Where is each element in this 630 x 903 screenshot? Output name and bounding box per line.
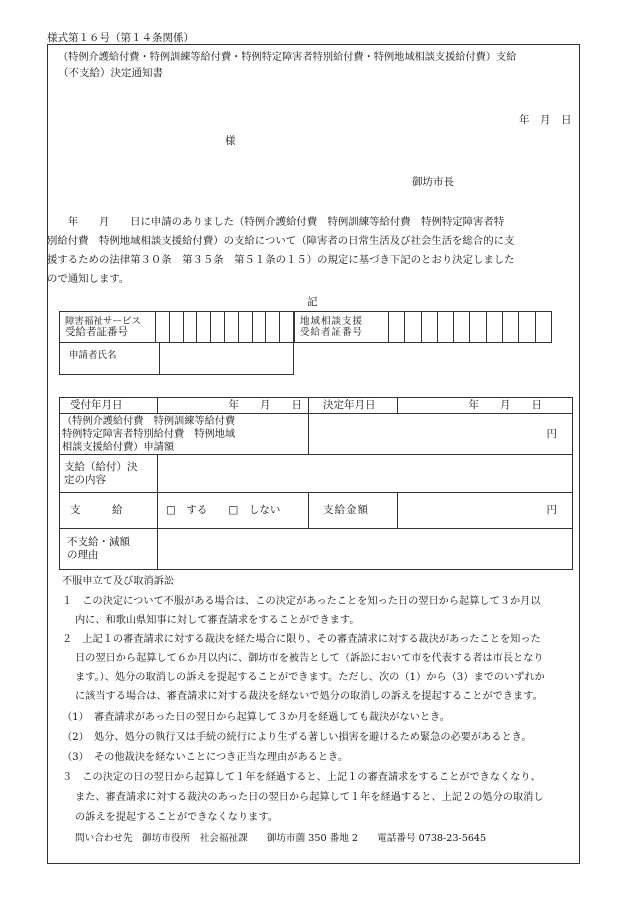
digit-box[interactable] <box>405 312 421 343</box>
digit-box[interactable] <box>266 312 280 343</box>
notice-line: に該当する場合は、審査請求に対する裁決を経ないで処分の取消しの訴えを提起することができます。 <box>75 691 543 702</box>
service-cert-label <box>60 312 156 343</box>
notice-line: １ この決定について不服がある場合は、この決定があったことを知った日の翌日から起算して３か月以 <box>62 596 541 607</box>
applicant-name-label: 申請者氏名 <box>60 343 160 375</box>
receipt-date-value[interactable]: 年 月 日 <box>158 398 309 414</box>
body-line: ので通知します。 <box>47 273 130 285</box>
digit-box[interactable] <box>169 312 183 343</box>
claim-label <box>60 414 309 455</box>
service-cert-table <box>59 311 294 343</box>
decision-date-value[interactable]: 年 月 日 <box>398 398 573 414</box>
reason-label-2: の理由 <box>67 549 99 561</box>
title-line-2: （不支給）決定通知書 <box>58 67 163 79</box>
digit-box[interactable] <box>454 312 470 343</box>
claim-label-2: 特例特定障害者特別給付費 特例地域 <box>62 428 236 440</box>
digit-box[interactable] <box>486 312 502 343</box>
reason-label <box>60 529 158 570</box>
claim-label-1: （特例介護給付費 特例訓練等給付費 <box>62 415 236 427</box>
amount-label: 支給金額 <box>309 493 398 529</box>
digit-box[interactable] <box>156 312 170 343</box>
digit-box[interactable] <box>252 312 266 343</box>
content-field[interactable] <box>158 455 573 493</box>
regional-cert-label <box>295 312 389 343</box>
body-line: 年 月 日に申請のありました（特例介護給付費 特例訓練等給付費 特例特定障害者特 <box>47 216 505 228</box>
regional-cert-label-2: 受給者証番号 <box>300 327 364 338</box>
receipt-date-label: 受付年月日 <box>60 398 158 414</box>
digit-box[interactable] <box>503 312 519 343</box>
notice-line: ３ この決定の日の翌日から起算して１年を経過すると、上記１の審査請求をすることができなくなり、 <box>62 772 541 783</box>
yen-unit: 円 <box>546 427 557 440</box>
claim-amount[interactable] <box>309 414 573 455</box>
digit-box[interactable] <box>183 312 197 343</box>
notice-line: また、審査請求に対する裁決のあった日の翌日から起算して１年を経過すると、上記２の処分の取消し <box>75 792 544 803</box>
content-label-2: 定の内容 <box>64 473 106 486</box>
notice-line: 日の翌日から起算して６か月以内に、御坊市を被告として（訴訟において市を代表する者は市長となり <box>75 653 544 664</box>
reason-label-1: 不支給・減額 <box>67 536 130 548</box>
reason-field[interactable] <box>158 529 573 570</box>
contact-info: 問い合わせ先 御坊市役所 社会福祉課 御坊市薗 350 番地 2 電話番号 0738-23-5645 <box>75 833 487 844</box>
body-line: 援するための法律第３０条 第３５条 第５１条の１５）の規定に基づき下記のとおり決定しました <box>47 254 515 266</box>
content-label-1: 支給（給付）決 <box>64 460 138 473</box>
claim-label-3: 相談支援給付費）申請額 <box>62 441 175 453</box>
digit-box[interactable] <box>535 312 551 343</box>
digit-box[interactable] <box>519 312 535 343</box>
digit-box[interactable] <box>238 312 252 343</box>
digit-box[interactable] <box>224 312 238 343</box>
notice-line: 内に、和歌山県知事に対して審査請求をすることができます。 <box>75 615 360 626</box>
notice-line: の訴えを提起することができなくなります。 <box>75 812 278 823</box>
decision-date-label: 決定年月日 <box>309 398 398 414</box>
addressee-suffix: 様 <box>225 135 236 147</box>
service-cert-label-1: 障害福祉サービス <box>65 316 142 327</box>
form-id: 様式第１６号（第１４条関係） <box>47 32 194 44</box>
notice-heading: 不服申立て及び取消訴訟 <box>62 576 175 587</box>
notice-line: （2） 処分、処分の執行又は手続の続行により生ずる著しい損害を避けるため緊急の必要があるとき。 <box>62 732 532 743</box>
digit-box[interactable] <box>197 312 211 343</box>
body-line: 別給付費 特例地域相談支援給付費）の支給について（障害者の日常生活及び社会生活を総合的に支 <box>47 235 515 247</box>
notice-line: ます。）、処分の取消しの訴えを提起することができます。ただし、次の（1）から（3）までのいずれか <box>75 672 545 683</box>
digit-box[interactable] <box>389 312 405 343</box>
digit-box[interactable] <box>280 312 294 343</box>
yen-unit: 円 <box>546 504 557 516</box>
notice-line: （3） その他裁決を経ないことにつき正当な理由があるとき。 <box>62 752 349 763</box>
amount-field[interactable] <box>398 493 573 529</box>
regional-cert-label-1: 地域相談支援 <box>300 316 364 327</box>
decision-table <box>59 397 573 570</box>
supply-options[interactable]: □ する □ しない <box>158 493 309 529</box>
content-label <box>60 455 158 493</box>
digit-box[interactable] <box>421 312 437 343</box>
supply-label: 支 給 <box>60 493 158 529</box>
ki-mark: 記 <box>307 296 318 308</box>
applicant-name-field[interactable] <box>160 343 294 375</box>
notice-line: ２ 上記１の審査請求に対する裁決を経た場合に限り、その審査請求に対する裁決があったことを知った <box>62 634 541 645</box>
regional-cert-table <box>294 311 552 343</box>
service-cert-label-2: 受給者証番号 <box>65 326 128 338</box>
digit-box[interactable] <box>437 312 453 343</box>
digit-box[interactable] <box>470 312 486 343</box>
applicant-name-table <box>59 342 294 375</box>
title-line-1: （特例介護給付費・特例訓練等給付費・特例特定障害者特別給付費・特例地域相談支援給付費）支給 <box>58 52 517 63</box>
notice-line: （1） 審査請求があった日の翌日から起算して３か月を経過しても裁決がないとき。 <box>62 712 450 723</box>
digit-box[interactable] <box>211 312 225 343</box>
issuer: 御坊市長 <box>412 176 454 188</box>
date-line: 年 月 日 <box>519 114 572 126</box>
